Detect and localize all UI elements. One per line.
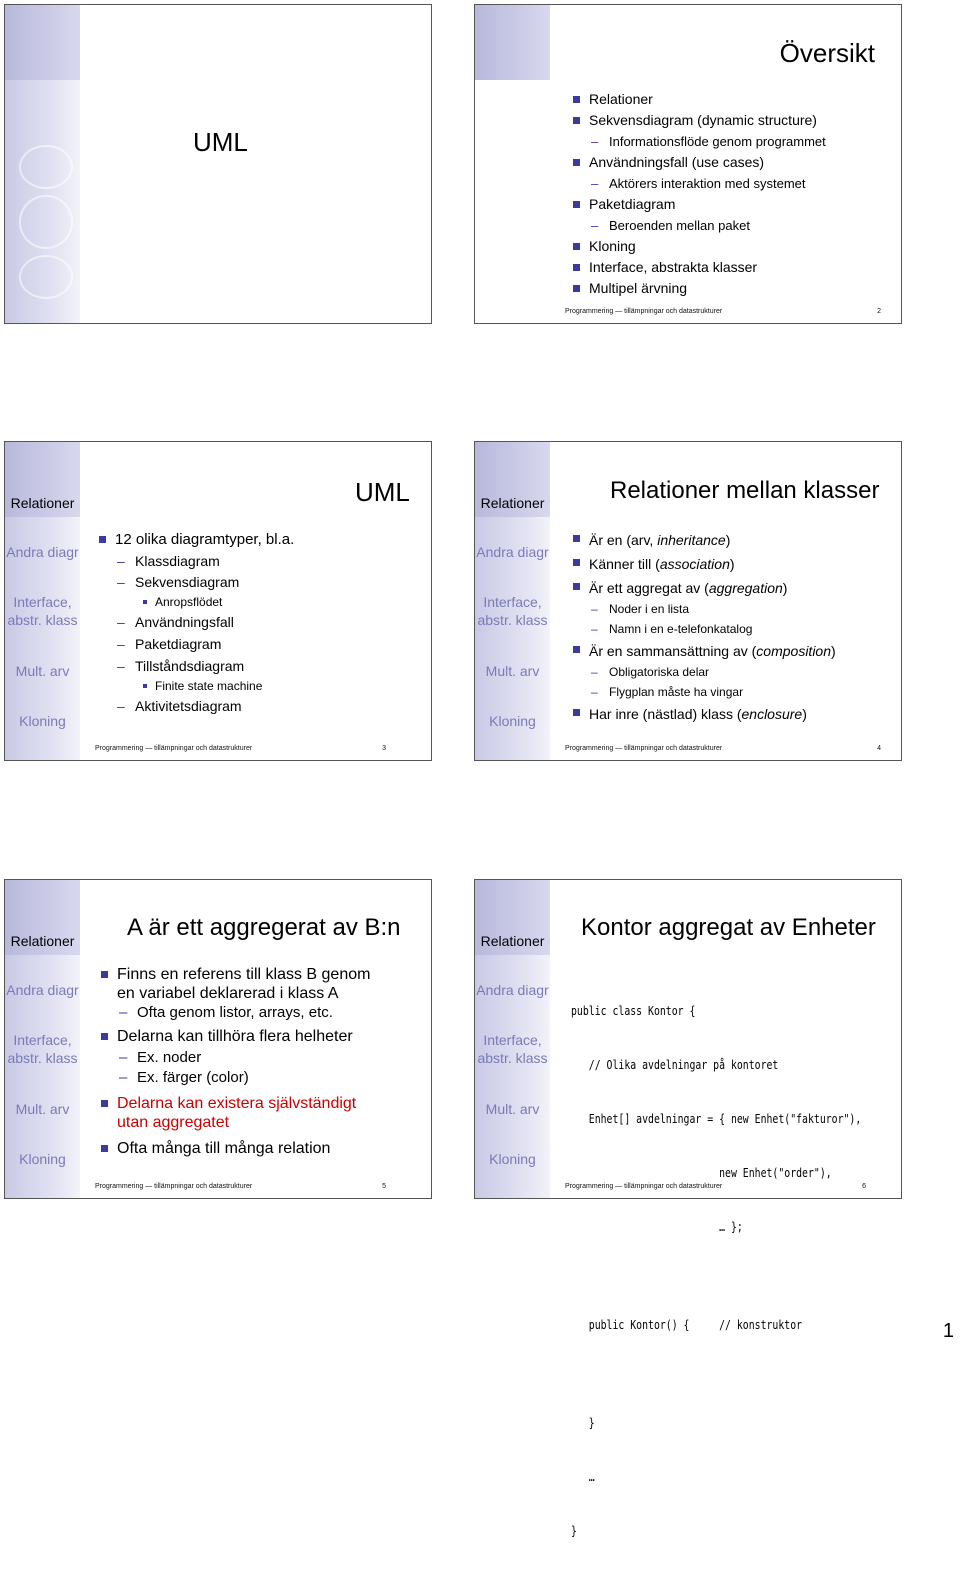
nav-item-interface-2[interactable]: abstr. klass — [477, 612, 548, 628]
nav-item-interface[interactable]: Interface, — [483, 1032, 542, 1048]
decor-ring — [19, 145, 73, 189]
list-item — [571, 528, 836, 552]
slide-footer — [95, 1183, 411, 1190]
item-term: composition — [756, 643, 831, 659]
nav-item-interface-2[interactable]: abstr. klass — [477, 1050, 548, 1066]
nav-item-andra-diagram[interactable]: Andra diagr — [476, 544, 549, 560]
nav-item-relationer[interactable]: Relationer — [480, 933, 545, 949]
footer-text: Programmering — tillämpningar och datastrukturer — [95, 1183, 253, 1190]
nav-item-mult-arv[interactable]: Mult. arv — [15, 1101, 70, 1117]
footer-text: Programmering — tillämpningar och datastrukturer — [565, 1183, 723, 1190]
slide-2 — [474, 4, 902, 324]
page-number: 1 — [942, 1320, 954, 1342]
list-item: Ofta många till många relation — [99, 1139, 370, 1158]
list-item: Relationer — [571, 89, 826, 110]
list-item: Delarna kan existera självständigt — [99, 1094, 370, 1113]
item-text-end: ) — [831, 643, 836, 659]
slide-5 — [4, 879, 432, 1199]
slide-title: UML — [193, 127, 248, 157]
item-text: Är en (arv, — [589, 532, 658, 548]
nav-item-interface[interactable]: Interface, — [483, 594, 542, 610]
slide-title: Översikt — [779, 38, 875, 68]
footer-text: Programmering — tillämpningar och datastrukturer — [565, 745, 723, 752]
code-line: Enhet[] avdelningar = { new Enhet("fakturor"), — [571, 1112, 862, 1126]
nav-item-relationer[interactable]: Relationer — [10, 933, 75, 949]
list-item: – Beroenden mellan paket — [571, 215, 826, 236]
bullet-list — [571, 89, 826, 299]
list-item: Delarna kan tillhöra flera helheter — [99, 1027, 370, 1046]
list-item: – Klassdiagram — [97, 551, 294, 572]
nav-item-andra-diagram[interactable]: Andra diagr — [6, 544, 79, 560]
nav-item-interface-2[interactable]: abstr. klass — [7, 612, 78, 628]
item-text-end: ) — [782, 580, 788, 596]
slide-footer — [565, 308, 881, 315]
slide-title: Kontor aggregat av Enheter — [581, 914, 876, 941]
list-item: – Aktivitetsdiagram — [97, 695, 294, 717]
nav-item-mult-arv[interactable]: Mult. arv — [485, 1101, 540, 1117]
list-item — [571, 552, 836, 576]
footer-text: Programmering — tillämpningar och datastrukturer — [95, 745, 253, 752]
list-item: Kloning — [571, 236, 826, 257]
code-line: } — [571, 1524, 577, 1538]
nav-item-kloning[interactable]: Kloning — [489, 1151, 536, 1167]
sidebar-header — [5, 5, 80, 80]
item-text: Har inre (nästlad) klass ( — [589, 706, 742, 722]
nav-item-mult-arv[interactable]: Mult. arv — [15, 663, 70, 679]
slide-title: A är ett aggregerat av B:n — [127, 914, 401, 941]
list-item — [571, 576, 836, 600]
nav-item-relationer[interactable]: Relationer — [480, 495, 545, 511]
list-item: Finns en referens till klass B genom — [99, 965, 370, 984]
item-text: Känner till ( — [589, 556, 660, 572]
item-term: inheritance — [657, 532, 726, 548]
bullet-list — [571, 528, 836, 726]
item-text: Är ett aggregat av ( — [589, 580, 709, 596]
code-line: } — [571, 1416, 595, 1430]
item-term: aggregation — [708, 580, 783, 596]
slide-sidebar — [5, 442, 80, 760]
nav-item-interface[interactable]: Interface, — [13, 594, 72, 610]
sidebar-header — [475, 5, 550, 80]
decor-ring — [19, 195, 73, 249]
list-item: Sekvensdiagram (dynamic structure) — [571, 110, 826, 131]
slide-number: 2 — [877, 308, 881, 315]
list-item: – Informationsflöde genom programmet — [571, 131, 826, 152]
list-item-continued: utan aggregatet — [117, 1114, 230, 1131]
nav-item-mult-arv[interactable]: Mult. arv — [485, 663, 540, 679]
item-text-end: ) — [802, 706, 807, 722]
slide-number: 4 — [877, 745, 881, 752]
slide-footer — [95, 745, 411, 752]
list-item: – Paketdiagram — [97, 633, 294, 655]
list-item: – Obligatoriska delar — [571, 663, 836, 682]
code-line: // Olika avdelningar på kontoret — [571, 1058, 779, 1072]
bullet-list — [97, 529, 294, 717]
list-item: 12 olika diagramtyper, bl.a. — [97, 529, 294, 551]
code-line: … — [571, 1470, 595, 1484]
slide-footer — [565, 745, 881, 752]
nav-item-kloning[interactable]: Kloning — [19, 1151, 66, 1167]
slide-6 — [474, 879, 902, 1538]
code-block — [571, 966, 861, 1576]
slide-sidebar — [5, 5, 80, 323]
slide-number: 6 — [862, 1183, 866, 1190]
slide-footer — [565, 1183, 881, 1190]
code-line: new Enhet("order"), — [571, 1166, 832, 1180]
list-item: – Användningsfall — [97, 611, 294, 633]
code-line — [571, 1370, 861, 1378]
list-item: – Aktörers interaktion med systemet — [571, 173, 826, 194]
item-text: Är en sammansättning av ( — [589, 643, 757, 659]
nav-item-andra-diagram[interactable]: Andra diagr — [6, 982, 79, 998]
code-line: public class Kontor { — [571, 1004, 696, 1018]
slide-number: 5 — [382, 1183, 386, 1190]
nav-item-kloning[interactable]: Kloning — [19, 713, 66, 729]
list-item: – Ofta genom listor, arrays, etc. — [99, 1003, 370, 1023]
list-item: Finite state machine — [97, 677, 294, 695]
slide-sidebar — [475, 5, 550, 80]
slide-title: UML — [355, 477, 410, 507]
slide-4 — [474, 441, 902, 761]
code-line: public Kontor() { // konstruktor — [571, 1318, 803, 1332]
list-item: Interface, abstrakta klasser — [571, 257, 826, 278]
nav-item-andra-diagram[interactable]: Andra diagr — [476, 982, 549, 998]
item-text-end: ) — [729, 556, 735, 572]
list-item — [571, 702, 836, 726]
slide-title: Relationer mellan klasser — [610, 477, 880, 504]
nav-item-kloning[interactable]: Kloning — [489, 713, 536, 729]
list-item: – Ex. färger (color) — [99, 1068, 370, 1088]
nav-item-relationer[interactable]: Relationer — [10, 495, 75, 511]
item-text-end: ) — [725, 532, 731, 548]
slide-sidebar — [475, 442, 550, 760]
list-item: – Tillståndsdiagram — [97, 655, 294, 677]
list-item: – Flygplan måste ha vingar — [571, 682, 836, 702]
bullet-list — [99, 965, 370, 1163]
code-line — [571, 1272, 861, 1280]
list-item-continued: en variabel deklarerad i klass A — [117, 985, 339, 1002]
nav-item-interface[interactable]: Interface, — [13, 1032, 72, 1048]
decor-ring — [19, 255, 73, 299]
list-item: Multipel ärvning — [571, 278, 826, 299]
footer-text: Programmering — tillämpningar och datastrukturer — [565, 308, 723, 315]
list-item: – Sekvensdiagram — [97, 572, 294, 593]
slide-1 — [4, 4, 432, 324]
list-item: Anropsflödet — [97, 593, 294, 611]
nav-item-interface-2[interactable]: abstr. klass — [7, 1050, 78, 1066]
slide-3 — [4, 441, 432, 761]
slide-sidebar — [475, 880, 550, 1198]
item-term: association — [659, 556, 730, 572]
list-item: – Ex. noder — [99, 1048, 370, 1068]
code-line: … }; — [571, 1220, 743, 1234]
list-item: – Namn i en e-telefonkatalog — [571, 619, 836, 639]
list-item: Paketdiagram — [571, 194, 826, 215]
slide-number: 3 — [382, 745, 386, 752]
slide-sidebar — [5, 880, 80, 1198]
list-item: Användningsfall (use cases) — [571, 152, 826, 173]
item-term: enclosure — [741, 706, 803, 722]
list-item: – Noder i en lista — [571, 600, 836, 619]
list-item — [571, 639, 836, 663]
